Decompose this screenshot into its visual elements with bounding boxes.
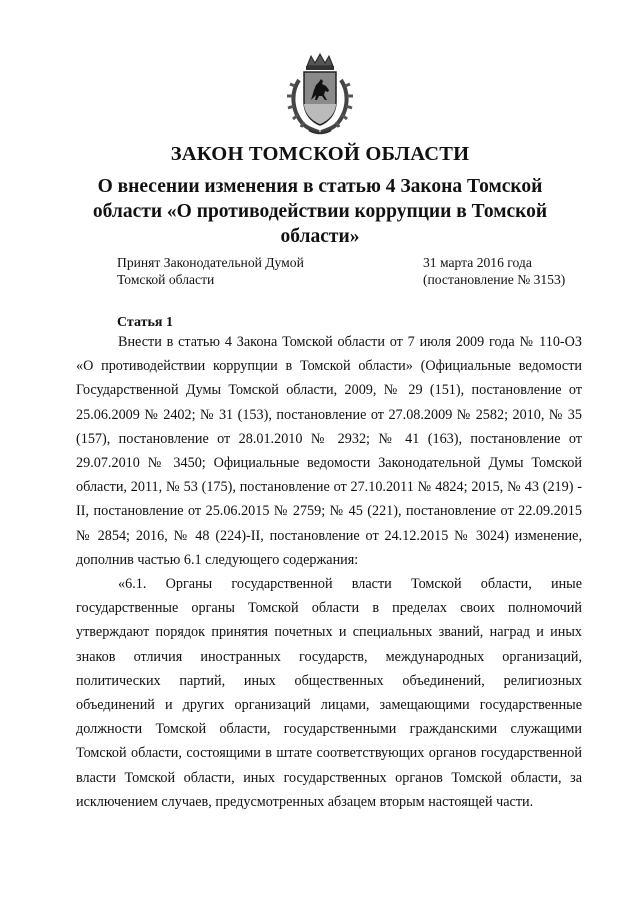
adopted-by-line: Томской области xyxy=(117,272,215,287)
subtitle-line: области «О противодействии коррупции в Томской xyxy=(92,201,548,222)
law-title: ЗАКОН ТОМСКОЙ ОБЛАСТИ xyxy=(170,143,470,165)
law-subtitle xyxy=(92,174,548,249)
adoption-date: 31 марта 2016 года xyxy=(423,255,532,270)
article-paragraph xyxy=(76,330,582,572)
subtitle-line: области» xyxy=(280,226,360,247)
paragraph-text: «6.1. Органы государственной власти Томской области, иные государственные органы Томской области в пределах своих полномочий утверждают порядок принятия почетных и специальных званий, наград и иных знаков отличия иностранных государств, международных организаций, политических партий, иных общественных объединений, религиозных объединений и других организаций лицами, замещающими государственные должности Томской области, государственными гражданскими служащими Томской области, состоящими в штате соответствующих органов государственной власти Томской области, иных государственных органов Томской области, за исключением случаев, предусмотренных абзацем вторым настоящей части. xyxy=(76,576,582,810)
resolution-number: (постановление № 3153) xyxy=(423,272,566,287)
adopted-by-line: Принят Законодательной Думой xyxy=(117,255,304,270)
tomsk-region-coat-of-arms-icon xyxy=(285,52,355,138)
adoption-date-block xyxy=(423,254,603,288)
article-paragraph xyxy=(76,572,582,814)
adopted-by-block xyxy=(117,254,357,288)
subtitle-line: О внесении изменения в статью 4 Закона Томской xyxy=(97,176,543,197)
paragraph-text: Внести в статью 4 Закона Томской области от 7 июля 2009 года № 110-ОЗ «О противодействии коррупции в Томской области» (Официальные ведомости Государственной Думы Томской области, 2009, № 29 (151), постановление от 25.06.2009 № 2402; № 31 (153), постановление от 27.08.2009 № 2582; 2010, № 35 (157), постановление от 28.01.2010 № 2932; № 41 (163), постановление от 29.07.2010 № 3450; Официальные ведомости Законодательной Думы Томской области, 2011, № 53 (175), постановление от 27.10.2011 № 4824; 2015, № 43 (219) - II, постановление от 25.06.2015 № 2759; № 45 (221), постановление от 22.09.2015 № 2854; 2016, № 48 (224)-II, постановление от 24.12.2015 № 3024) изменение, дополнив частью 6.1 следующего содержания: xyxy=(76,334,582,568)
article-heading: Статья 1 xyxy=(117,315,173,330)
